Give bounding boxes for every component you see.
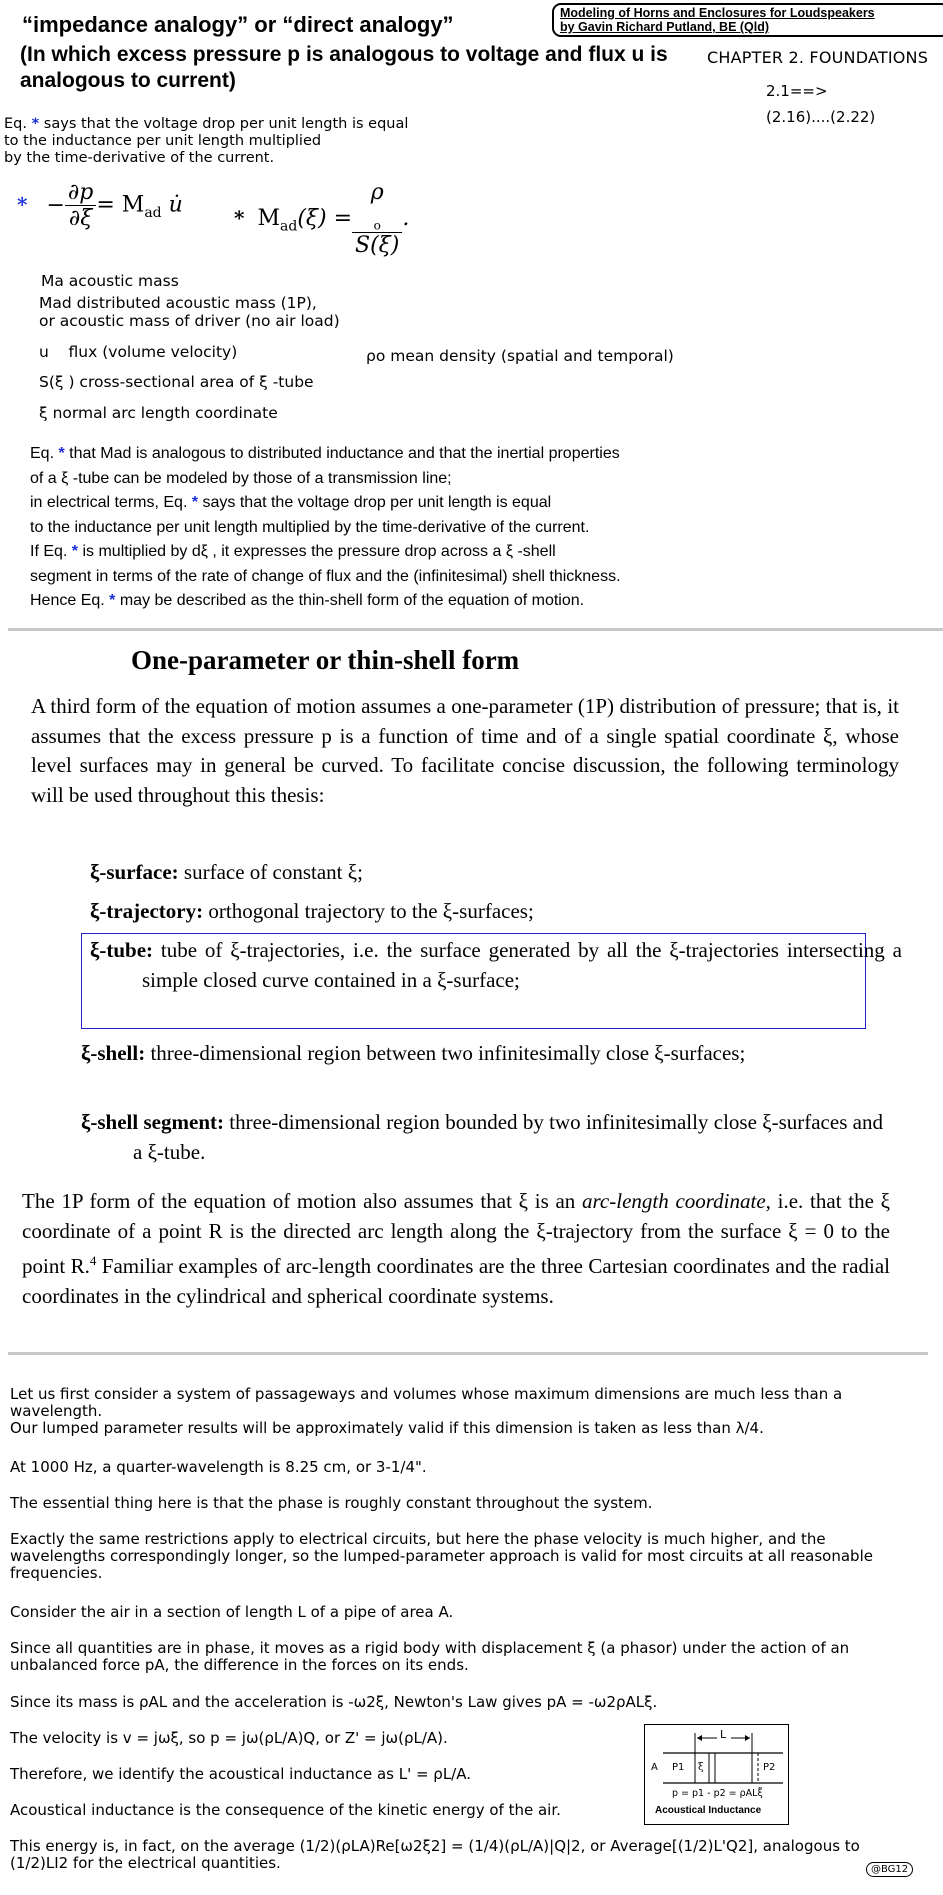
symbol-rho: ρo mean density (spatial and temporal) [366,347,674,365]
lumped-para-1: Let us first consider a system of passageways and volumes whose maximum dimensions are much less than a wavelength. Our lumped parameter results will be approximately valid if this dimension is taken as less than λ/4. [10,1385,843,1437]
diagram-label-xi: ξ [698,1762,704,1773]
chapter-label: CHAPTER 2. FOUNDATIONS [707,48,929,67]
star-marker: * [234,206,245,231]
note-line: segment in terms of the rate of change of flux and the (infinitesimal) shell thickness. [30,567,621,585]
lumped-para-9: Therefore, we identify the acoustical inductance as L' = ρL/A. [10,1765,472,1783]
symbol-ma: Ma acoustic mass [41,272,179,290]
term-surface: ξ-surface: surface of constant ξ; [90,860,363,884]
ref-line-1: 2.1==> [766,82,828,100]
diagram-formula: p = p1 - p2 = ρALξ̈ [672,1788,763,1799]
section-paragraph-1: A third form of the equation of motion assumes a one-parameter (1P) distribution of pressure; that is, it assumes that the excess pressure p is a function of time and of a single spatial coordinate ξ, whose level surfaces may in general be curved. To facilitate concise discussion, the following terminology will be used throughout this thesis: [31,694,899,807]
diagram-label-A: A [651,1762,658,1773]
diagram-label-L: L [720,1728,727,1741]
note-line: of a ξ -tube can be modeled by those of a transmission line; [30,469,452,487]
note-line: to the inductance per unit length multiplied by the time-derivative of the current. [30,518,590,536]
lumped-para-7: Since its mass is ρAL and the acceleration is -ω2ξ, Newton's Law gives pA = -ω2ρALξ. [10,1693,658,1711]
author-badge: @BG12 [866,1862,913,1877]
note-line: Eq. * that Mad is analogous to distributed inductance and that the inertial properties [30,445,620,462]
term-trajectory: ξ-trajectory: orthogonal trajectory to the ξ-surfaces; [90,899,534,923]
lumped-para-6: Since all quantities are in phase, it moves as a rigid body with displacement ξ (a phasor) under the action of an unbalanced force pA, the difference in the forces on its ends. [10,1639,850,1674]
ref-line-2: (2.16)....(2.22) [766,108,876,126]
lumped-para-10: Acoustical inductance is the consequence of the kinetic energy of the air. [10,1801,561,1819]
note-line: in electrical terms, Eq. * says that the voltage drop per unit length is equal [30,494,552,511]
note-line: If Eq. * is multiplied by dξ , it expresses the pressure drop across a ξ -shell [30,543,556,560]
star-marker: * [31,116,40,132]
credit-line-2: by Gavin Richard Putland, BE (Qld) [560,20,770,34]
equation-mad: * $M_{ad}(\xi)$ = ρ $_o$ S(ξ) . [234,180,410,259]
source-credit [552,3,943,37]
intro-text: Eq. * says that the voltage drop per unit length is equal to the inductance per unit length multiplied by the time-derivative of the current. [4,116,409,166]
symbol-u: u flux (volume velocity) [39,343,238,361]
star-marker: * [17,192,28,217]
note-line: Hence Eq. * may be described as the thin-shell form of the equation of motion. [30,592,585,609]
page-title: “impedance analogy” or “direct analogy” [22,12,454,37]
density-fraction: ρ $_o$ S(ξ) [352,180,402,258]
credit-line-1: Modeling of Horns and Enclosures for Loudspeakers [560,6,875,20]
equation-reference [766,78,875,130]
page-subtitle: (In which excess pressure p is analogous to voltage and flux u is analogous to current) [20,43,668,92]
partial-fraction: $\frac{\partial p}{\partial\xi}$ [65,180,96,231]
diagram-label-p2: P2 [763,1762,776,1773]
term-shell-segment: ξ-shell segment: three-dimensional region bounded by two infinitesimally close ξ-surfaces and a ξ-tube. [81,1110,883,1164]
symbol-mad: Mad distributed acoustic mass (1P), or acoustic mass of driver (no air load) [39,294,340,330]
section-title: One-parameter or thin-shell form [131,645,520,675]
lumped-para-8: The velocity is v = jωξ, so p = jω(ρL/A)Q, or Z' = jω(ρL/A). [10,1729,448,1747]
equation-motion: * − $\frac{\partial p}{\partial\xi}$ = $M_{ad}$ u̇ [17,180,183,231]
diagram-label-p1: P1 [672,1762,685,1773]
symbol-s: S(ξ ) cross-sectional area of ξ -tube [39,373,314,391]
lumped-para-2: At 1000 Hz, a quarter-wavelength is 8.25 cm, or 3-1/4". [10,1458,427,1476]
lumped-para-3: The essential thing here is that the phase is roughly constant throughout the system. [10,1494,653,1512]
lumped-para-11: This energy is, in fact, on the average (1/2)(ρLA)Re[ω2ξ2] = (1/4)(ρL/A)|Q|2, or Average[(1/2)L'Q2], analogous to (1/2)LI2 for the electrical quantities. [10,1837,860,1872]
divider [8,1352,928,1355]
acoustical-inductance-diagram [644,1724,789,1825]
symbol-xi: ξ normal arc length coordinate [39,404,278,422]
section-paragraph-2: The 1P form of the equation of motion also assumes that ξ is an arc-length coordinate, i.e. that the ξ coordinate of a point R is the directed arc length along the ξ-trajectory from the surface ξ = 0 to the point R.$^4$ Familiar examples of arc-length coordinates are the three Cartesian coordinates and the radial coordinates in the cylindrical and spherical coordinate systems. [22,1189,890,1308]
divider [8,628,943,631]
lumped-para-4: Exactly the same restrictions apply to electrical circuits, but here the phase velocity is much higher, and the wavelengths correspondingly longer, so the lumped-parameter approach is valid for most circuits at all reasonable frequencies. [10,1530,873,1582]
lumped-para-5: Consider the air in a section of length L of a pipe of area A. [10,1603,454,1621]
diagram-caption: Acoustical Inductance [655,1805,762,1816]
analogy-notes [30,442,790,614]
term-shell: ξ-shell: three-dimensional region between two infinitesimally close ξ-surfaces; [81,1041,746,1065]
term-tube: ξ-tube: tube of ξ-trajectories, i.e. the surface generated by all the ξ-trajectories intersecting a simple closed curve contained in a ξ-surface; [90,938,902,992]
